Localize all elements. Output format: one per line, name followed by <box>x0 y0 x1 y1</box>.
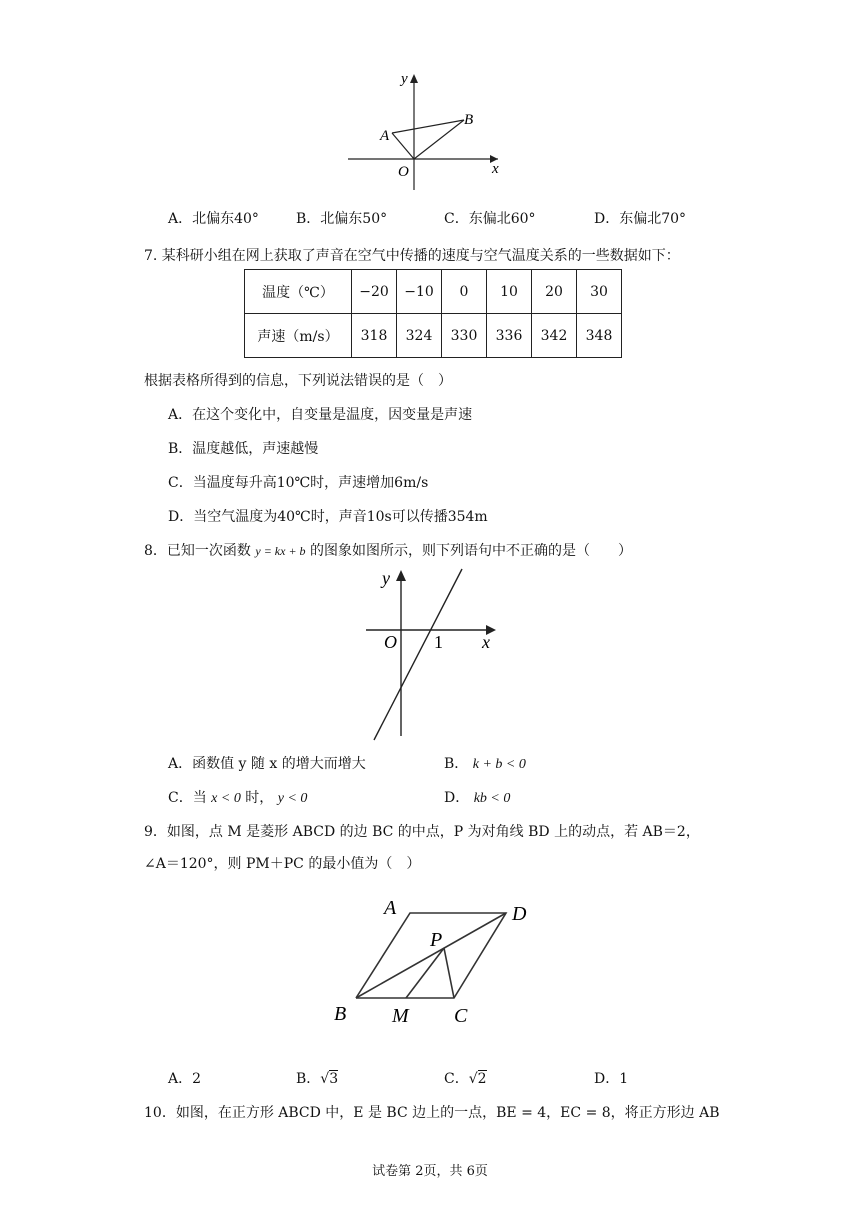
rhombus-vertex-b: B <box>334 1003 347 1025</box>
table-cell: 318 <box>352 314 397 358</box>
q6-option-a: A．北偏东40° <box>168 211 259 227</box>
table-cell: 10 <box>487 270 532 314</box>
table-cell: −10 <box>397 270 442 314</box>
q7-stem: 7. 某科研小组在网上获取了声音在空气中传播的速度与空气温度关系的一些数据如下： <box>144 248 680 264</box>
table-cell: 336 <box>487 314 532 358</box>
q7-option-a: A．在这个变化中，自变量是温度，因变量是声速 <box>168 407 473 423</box>
table-cell: −20 <box>352 270 397 314</box>
q9-line1: 9．如图，点 M 是菱形 ABCD 的边 BC 的中点，P 为对角线 BD 上的动点，若 AB＝2， <box>144 824 700 840</box>
q9-line2: ∠A＝120°，则 PM＋PC 的最小值为（ ） <box>144 856 421 872</box>
fig2-x-label: x <box>482 632 490 652</box>
table-cell: 348 <box>577 314 622 358</box>
q8-stem-prefix: 8．已知一次函数 <box>144 543 251 559</box>
table-cell: 温度（℃） <box>245 270 352 314</box>
q10-text: 10．如图，在正方形 ABCD 中，E 是 BC 边上的一点，BE = 4，EC = 8，将正方形边 AB <box>144 1105 720 1121</box>
temperature-speed-table <box>244 269 622 358</box>
linear-function-graph <box>352 564 502 744</box>
table-cell: 声速（m/s） <box>245 314 352 358</box>
q8-option-d: D． kb < 0 <box>444 790 511 806</box>
fig2-tick-label: 1 <box>434 632 443 652</box>
q6-option-c: C．东偏北60° <box>444 211 536 227</box>
page-footer: 试卷第 2页，共 6页 <box>372 1164 488 1179</box>
q8-option-a: A．函数值 y 随 x 的增大而增大 <box>168 756 366 772</box>
q8-option-b: B． k + b < 0 <box>444 756 526 772</box>
fig1-origin-label: O <box>398 164 409 180</box>
q8-stem <box>144 540 632 560</box>
rhombus-point-p: P <box>430 929 443 951</box>
angle-diagram <box>340 68 510 190</box>
q6-option-b: B．北偏东50° <box>296 211 388 227</box>
table-row <box>245 314 622 358</box>
q6-option-d: D．东偏北70° <box>594 211 687 227</box>
rhombus-diagram <box>328 892 550 1032</box>
rhombus-vertex-d: D <box>512 903 527 925</box>
q8-formula: y = kx + b <box>255 544 306 558</box>
fig1-point-a: A <box>380 128 390 144</box>
q7-option-b: B．温度越低，声速越慢 <box>168 441 319 457</box>
table-cell: 324 <box>397 314 442 358</box>
q9-option-b: B．√3 <box>296 1071 339 1087</box>
q8-option-b-formula: k + b < 0 <box>472 757 526 772</box>
rhombus-vertex-c: C <box>454 1005 468 1027</box>
table-cell: 20 <box>532 270 577 314</box>
table-cell: 30 <box>577 270 622 314</box>
q8-option-d-formula: kb < 0 <box>473 791 511 806</box>
q7-option-d: D．当空气温度为40℃时，声音10s可以传播354m <box>168 509 488 525</box>
q9-option-d: D．1 <box>594 1071 629 1087</box>
q8-option-c: C．当 x < 0 时， y < 0 <box>168 790 308 806</box>
sqrt-icon: √ <box>320 1071 330 1087</box>
q9-option-c: C．√2 <box>444 1071 487 1087</box>
fig2-origin-label: O <box>384 632 397 652</box>
q9-option-c-radicand: 2 <box>477 1071 487 1087</box>
fig1-y-label: y <box>401 71 408 87</box>
table-cell: 342 <box>532 314 577 358</box>
table-cell: 0 <box>442 270 487 314</box>
q7-question: 根据表格所得到的信息，下列说法错误的是（ ） <box>144 373 452 389</box>
rhombus-vertex-a: A <box>384 897 397 919</box>
q7-option-c: C．当温度每升高10℃时，声速增加6m/s <box>168 475 429 491</box>
fig1-point-b: B <box>464 112 474 128</box>
fig2-y-label: y <box>382 568 390 588</box>
table-row <box>245 270 622 314</box>
fig1-x-label: x <box>492 161 499 177</box>
q8-stem-suffix: 的图象如图所示，则下列语句中不正确的是（ ） <box>310 543 633 559</box>
rhombus-point-m: M <box>392 1005 409 1027</box>
sqrt-icon: √ <box>468 1071 478 1087</box>
table-cell: 330 <box>442 314 487 358</box>
q9-option-b-radicand: 3 <box>329 1071 339 1087</box>
q9-option-a: A．2 <box>168 1071 202 1087</box>
